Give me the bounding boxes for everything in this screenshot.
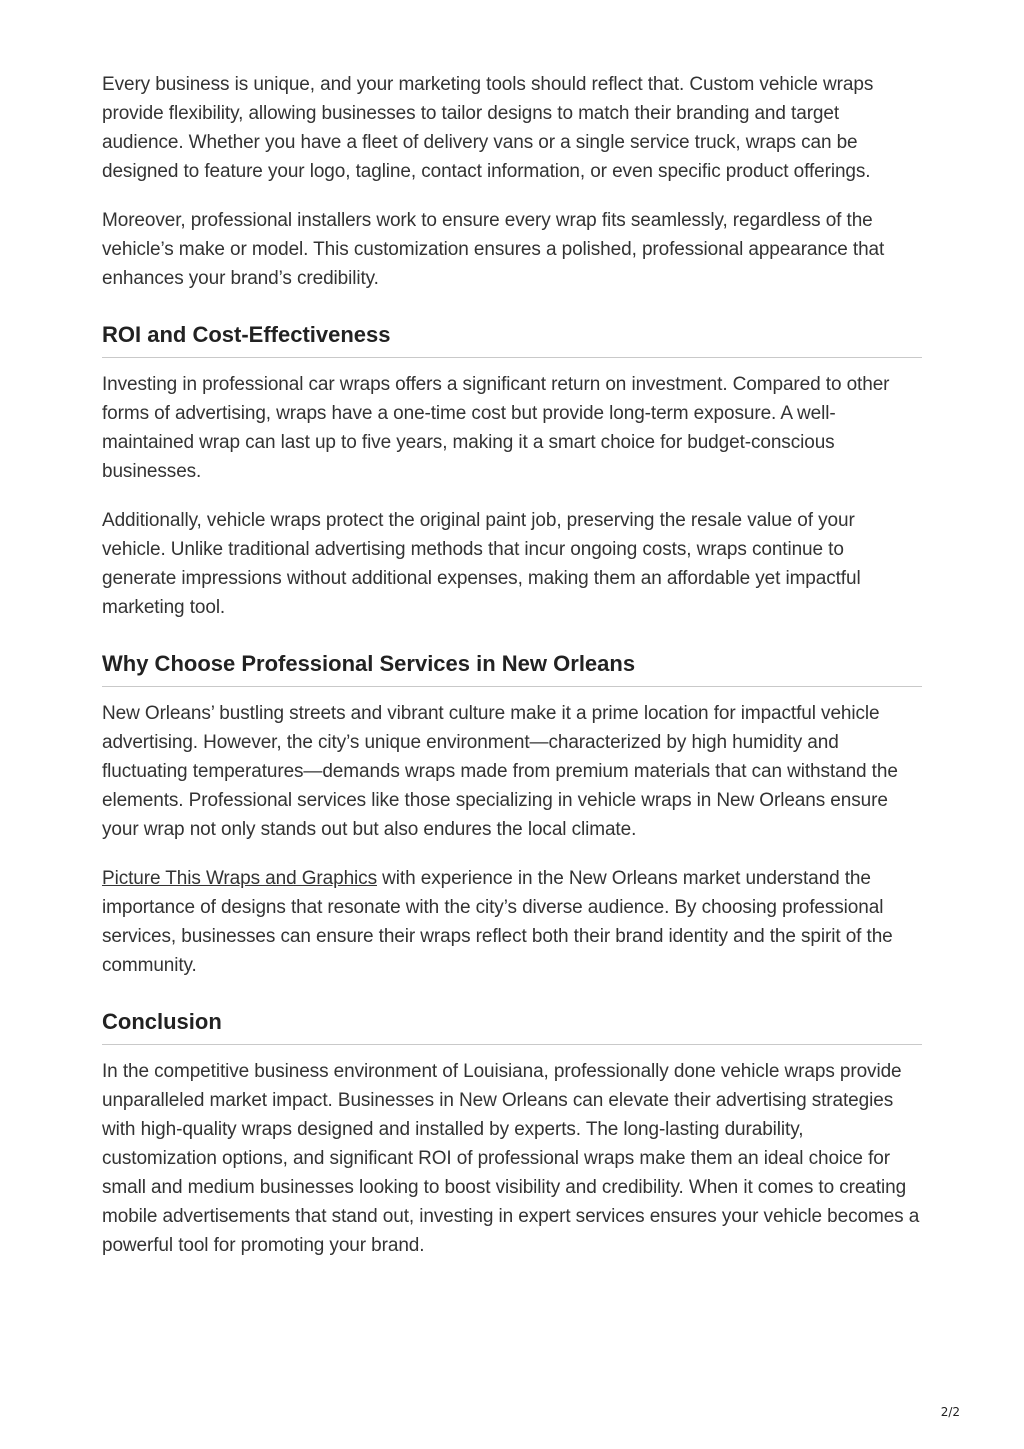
why-paragraph-1: New Orleans’ bustling streets and vibrant culture make it a prime location for impactful vehicle advertising. However, the city’s unique environment—characterized by high humidity and fluctuating temperatures—demands wraps made from premium materials that can withstand the elements. Professional services like those specializing in vehicle wraps in New Orleans ensure your wrap not only stands out but also endures the local climate. [102, 703, 898, 840]
roi-paragraph-2: Additionally, vehicle wraps protect the original paint job, preserving the resale value of your vehicle. Unlike traditional advertising methods that incur ongoing costs, wraps continue to generate impressions without additional expenses, making them an affordable yet impactful marketing tool. [102, 510, 861, 618]
conclusion-paragraph: In the competitive business environment of Louisiana, professionally done vehicle wraps provide unparalleled market impact. Businesses in New Orleans can elevate their advertising strategies with high-quality wraps designed and installed by experts. The long-lasting durability, customization options, and significant ROI of professional wraps make them an ideal choice for small and medium businesses looking to boost visibility and credibility. When it comes to creating mobile advertisements that stand out, investing in expert services ensures your vehicle becomes a powerful tool for promoting your brand. [102, 1061, 920, 1256]
intro-paragraph-2: Moreover, professional installers work to ensure every wrap fits seamlessly, regardless of the vehicle’s make or model. This customization ensures a polished, professional appearance that enhances your brand’s credibility. [102, 210, 885, 289]
why-heading: Why Choose Professional Services in New Orleans [102, 650, 922, 687]
roi-paragraph-1: Investing in professional car wraps offers a significant return on investment. Compared to other forms of advertising, wraps have a one-time cost but provide long-term exposure. A well-maintained wrap can last up to five years, making it a smart choice for budget-conscious businesses. [102, 374, 890, 482]
document-body [102, 70, 922, 1280]
intro-paragraph-1: Every business is unique, and your marketing tools should reflect that. Custom vehicle wraps provide flexibility, allowing businesses to tailor designs to match their branding and target audience. Whether you have a fleet of delivery vans or a single service truck, wraps can be designed to feature your logo, tagline, contact information, or even specific product offerings. [102, 74, 874, 182]
picture-this-wraps-link[interactable]: Picture This Wraps and Graphics [102, 868, 377, 889]
why-paragraph-2 [102, 864, 922, 980]
page-number: 2/2 [940, 1405, 960, 1419]
conclusion-heading: Conclusion [102, 1008, 922, 1045]
why-paragraph-2-text: with experience in the New Orleans market understand the importance of designs that resonate with the city’s diverse audience. By choosing professional services, businesses can ensure their wraps reflect both their brand identity and the spirit of the community. [102, 868, 893, 976]
roi-heading: ROI and Cost-Effectiveness [102, 321, 922, 358]
